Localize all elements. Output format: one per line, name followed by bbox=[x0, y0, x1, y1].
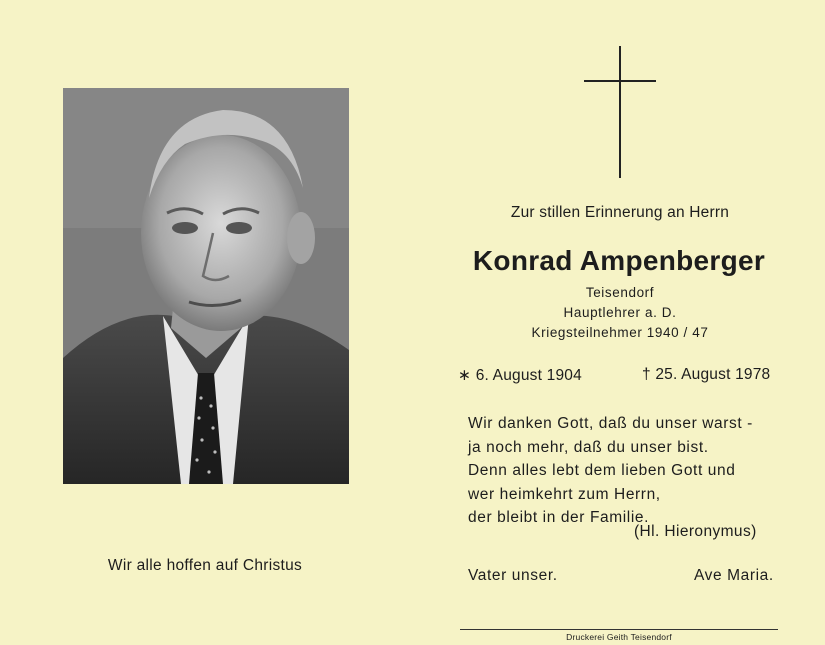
death-date: † 25. August 1978 bbox=[642, 366, 771, 383]
divider bbox=[460, 629, 778, 630]
portrait-illustration bbox=[63, 88, 349, 484]
poem-line: Wir danken Gott, daß du unser warst - bbox=[468, 415, 753, 432]
poem-line: Denn alles lebt dem lieben Gott und bbox=[468, 462, 736, 479]
prayer-vater-unser: Vater unser. bbox=[468, 567, 558, 584]
place: Teisendorf bbox=[585, 285, 655, 300]
intro-line: Zur stillen Erinnerung an Herrn bbox=[510, 204, 730, 221]
service-note: Kriegsteilnehmer 1940 / 47 bbox=[531, 325, 709, 340]
poem-attribution: (Hl. Hieronymus) bbox=[634, 523, 757, 540]
poem bbox=[468, 412, 753, 530]
birth-date: ∗ 6. August 1904 bbox=[458, 367, 582, 384]
portrait-photo bbox=[63, 88, 349, 484]
deceased-name: Konrad Ampenberger bbox=[472, 245, 766, 276]
occupation: Hauptlehrer a. D. bbox=[563, 305, 677, 320]
poem-line: der bleibt in der Familie. bbox=[468, 509, 650, 526]
cross-icon bbox=[619, 46, 621, 178]
poem-line: wer heimkehrt zum Herrn, bbox=[468, 485, 661, 503]
printer-credit: Druckerei Geith Teisendorf bbox=[566, 632, 672, 642]
left-caption: Wir alle hoffen auf Christus bbox=[107, 557, 303, 574]
poem-line: ja noch mehr, daß du unser bist. bbox=[468, 438, 709, 456]
cross-icon-bar bbox=[584, 80, 656, 82]
prayer-ave-maria: Ave Maria. bbox=[694, 567, 774, 584]
